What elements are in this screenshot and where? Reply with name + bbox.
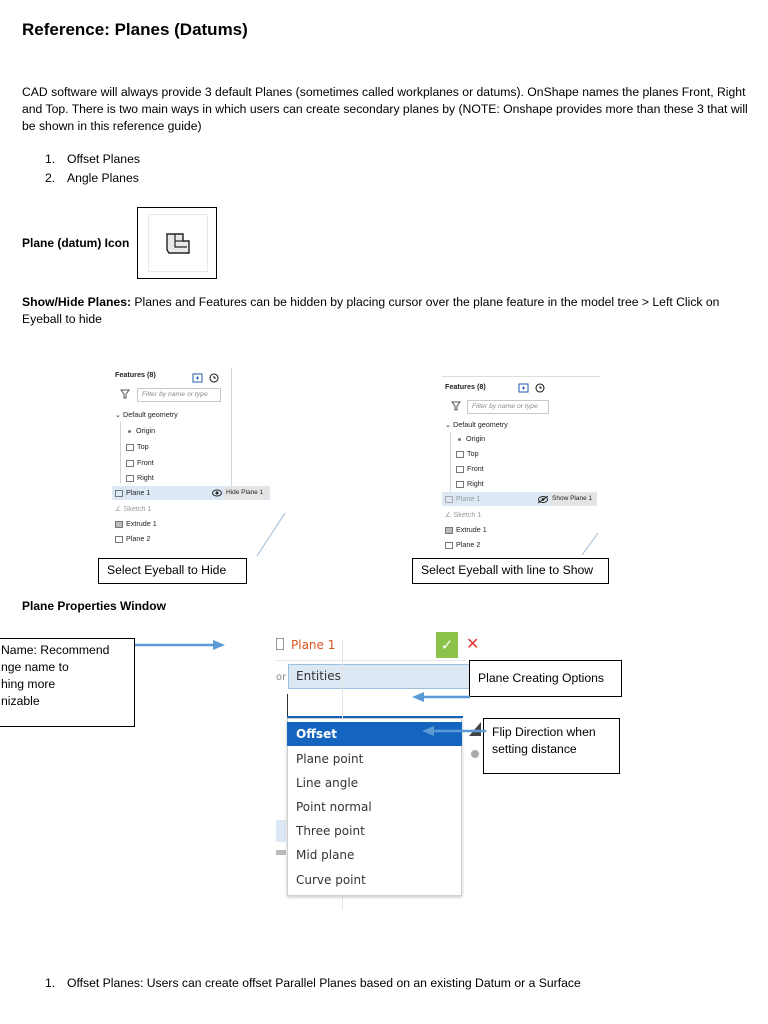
tree-item-plane1[interactable]: Plane 1 xyxy=(115,486,150,500)
side-bar xyxy=(276,850,286,855)
filter-input[interactable]: Filter by name or type xyxy=(137,388,221,402)
toolbar-strip xyxy=(442,366,600,377)
menu-item-point-normal[interactable]: Point normal xyxy=(296,800,372,814)
tree-item-right[interactable]: Right xyxy=(126,471,154,485)
plane-icon xyxy=(115,490,123,497)
features-header: Features (8) xyxy=(445,382,486,391)
eye-slash-icon[interactable] xyxy=(537,495,549,504)
text-cursor xyxy=(287,694,291,716)
hide-callout: Select Eyeball to Hide xyxy=(98,558,247,584)
plane-icon xyxy=(445,496,453,503)
icon-label: Plane (datum) Icon xyxy=(22,236,130,250)
plane-icon xyxy=(126,460,134,467)
arrow-icon xyxy=(410,690,472,704)
plane-icon xyxy=(445,542,453,549)
add-folder-icon[interactable] xyxy=(192,372,220,384)
page-title: Reference: Planes (Datums) xyxy=(22,20,248,39)
hide-tooltip: Hide Plane 1 xyxy=(224,487,269,499)
offset-planes-item: 1. Offset Planes: Users can create offset Parallel Planes based on an existing Datum or a Surface xyxy=(45,976,581,990)
plane-types-list xyxy=(45,150,140,188)
tree-item-top[interactable]: Top xyxy=(456,447,479,461)
showhide-paragraph: Show/Hide Planes: Planes and Features can be hidden by placing cursor over the plane feature in the model tree > Left Click on Eyeball to hide xyxy=(22,295,720,326)
plane-options-callout: Plane Creating Options xyxy=(469,660,622,697)
chevron-down-icon: ⌄ xyxy=(115,410,124,419)
tree-item-extrude1[interactable]: Extrude 1 xyxy=(115,517,157,531)
plane-name-field[interactable]: Plane 1 xyxy=(291,638,336,652)
tree-item-plane2[interactable]: Plane 2 xyxy=(445,538,480,552)
default-geometry-group[interactable]: ⌄ Default geometry xyxy=(445,420,508,429)
chevron-down-icon: ⌄ xyxy=(445,420,454,429)
entities-field[interactable]: Entities xyxy=(288,664,473,689)
name-callout: Name: Recommend nge name to hing more nizable xyxy=(0,638,135,727)
filter-input[interactable]: Filter by name or type xyxy=(467,400,549,414)
plane-icon xyxy=(456,481,464,488)
tree-item-plane2[interactable]: Plane 2 xyxy=(115,532,150,546)
extrude-icon xyxy=(445,527,453,534)
arrow-icon xyxy=(135,638,227,652)
list-item: 1. Offset Planes xyxy=(45,152,140,166)
plane-edge-graphic xyxy=(580,531,600,556)
add-folder-icon[interactable] xyxy=(518,382,546,394)
tree-item-extrude1[interactable]: Extrude 1 xyxy=(445,523,487,537)
menu-item-three-point[interactable]: Three point xyxy=(296,824,365,838)
origin-icon xyxy=(128,430,131,433)
menu-item-offset[interactable]: Offset xyxy=(287,722,462,746)
menu-item-line-angle[interactable]: Line angle xyxy=(296,776,359,790)
features-header: Features (8) xyxy=(115,370,156,379)
sketch-icon: ∠ xyxy=(445,510,454,519)
plane-icon xyxy=(126,444,134,451)
menu-item-mid-plane[interactable]: Mid plane xyxy=(296,848,355,862)
plane-icon xyxy=(456,451,464,458)
show-callout: Select Eyeball with line to Show xyxy=(412,558,609,584)
tree-item-sketch1[interactable]: ∠ Sketch 1 xyxy=(445,510,482,519)
tree-item-origin[interactable]: Origin xyxy=(128,424,155,438)
tree-item-plane1[interactable]: Plane 1 xyxy=(445,492,480,506)
plane-icon xyxy=(149,215,207,271)
plane-icon xyxy=(126,475,134,482)
confirm-button[interactable]: ✓ xyxy=(436,632,458,658)
filter-icon[interactable] xyxy=(451,401,461,411)
list-item: 2. Angle Planes xyxy=(45,171,139,185)
plane-edge-graphic xyxy=(252,508,287,558)
plane-icon xyxy=(276,638,284,650)
side-highlight xyxy=(276,820,286,842)
arrow-icon xyxy=(420,724,488,738)
menu-item-plane-point[interactable]: Plane point xyxy=(296,752,364,766)
side-tab-label: or xyxy=(276,672,287,683)
plane-properties-heading: Plane Properties Window xyxy=(22,599,166,613)
tree-item-origin[interactable]: Origin xyxy=(458,432,485,446)
tree-item-sketch1[interactable]: ∠ Sketch 1 xyxy=(115,504,152,513)
model-tree-hide-screenshot xyxy=(112,368,287,558)
flip-direction-callout: Flip Direction when setting distance xyxy=(483,718,620,774)
plane-icon-box xyxy=(137,207,217,279)
tree-item-front[interactable]: Front xyxy=(456,462,484,476)
extrude-icon xyxy=(115,521,123,528)
eye-icon[interactable] xyxy=(212,489,222,497)
help-icon[interactable] xyxy=(471,750,479,758)
plane-icon xyxy=(456,466,464,473)
show-tooltip: Show Plane 1 xyxy=(550,493,597,505)
default-geometry-group[interactable]: ⌄ Default geometry xyxy=(115,410,178,419)
cancel-button[interactable]: ✕ xyxy=(466,634,480,653)
menu-item-curve-point[interactable]: Curve point xyxy=(296,873,366,887)
origin-icon xyxy=(458,438,461,441)
intro-paragraph: CAD software will always provide 3 default Planes (sometimes called workplanes or datums). OnShape names the planes Front, Right and Top. There is two main ways in which users can create secondary planes by (NOTE: Onshape provides more than these 3 that will be shown in this reference guide) xyxy=(22,85,748,133)
filter-icon[interactable] xyxy=(120,389,130,399)
model-tree-show-screenshot xyxy=(442,366,600,558)
sketch-icon: ∠ xyxy=(115,504,124,513)
tree-item-top[interactable]: Top xyxy=(126,440,149,454)
plane-icon xyxy=(115,536,123,543)
tree-item-right[interactable]: Right xyxy=(456,477,484,491)
tree-item-front[interactable]: Front xyxy=(126,456,154,470)
